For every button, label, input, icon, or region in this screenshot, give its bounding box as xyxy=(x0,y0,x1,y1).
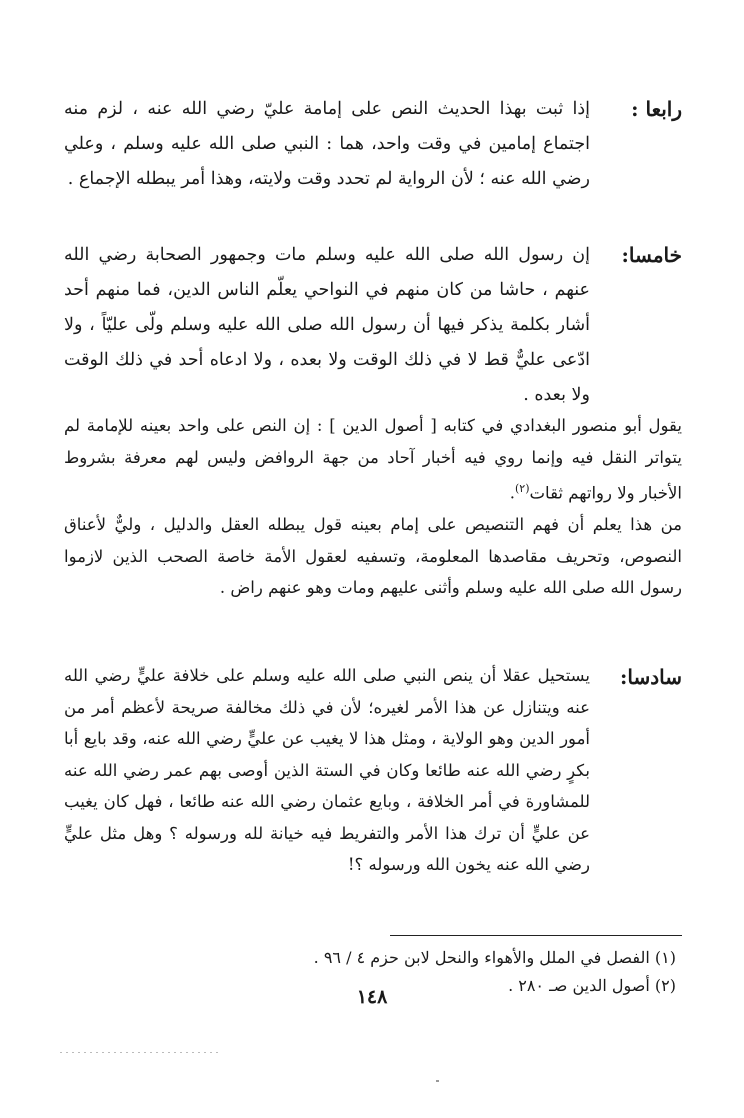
section-fifth xyxy=(64,238,682,413)
section-fourth xyxy=(64,92,682,197)
footnote-1: (١) الفصل في الملل والأهواء والنحل لابن حزم ٤ / ٩٦ . xyxy=(313,948,676,967)
scan-artifact-line xyxy=(60,1052,220,1053)
quote-conclusion: من هذا يعلم أن فهم التنصيص على إمام بعينه قول يبطله العقل والدليل ، وليٌّ لأعناق النصوص، وتحريف مقاصدها المعلومة، وتسفيه لعقول الأمة خاصة الصحب الذين لازموا رسول الله صلى الله عليه وسلم وأثنى عليهم ومات وهو عنهم راض . xyxy=(64,515,682,597)
quote-end: . xyxy=(509,483,515,503)
section-label: خامسا: xyxy=(621,243,682,267)
section-text: يستحيل عقلا أن ينص النبي صلى الله عليه وسلم على خلافة عليٍّ رضي الله عنه ويتنازل عن هذا الأمر لغيره؛ لأن في ذلك مخالفة صريحة لأعظم أمر من أمور الدين وهو الولاية ، ومثل هذا لا يغيب عن عليٍّ رضي الله عنه، وقد بايع أبا بكرٍ رضي الله عنه طائعا وكان في الستة الذين أوصى بهم عمر رضي الله عنه للمشاورة في أمر الخلافة ، وبايع عثمان رضي الله عنه طائعا ، فهل كان يغيب عن عليٍّ أن ترك هذا الأمر والتفريط فيه خيانة لله ورسوله ؟ وهل مثل عليٍّ رضي الله عنه يخون الله ورسوله ؟! xyxy=(64,666,590,874)
quote-intro: يقول أبو منصور البغدادي في كتابه [ أصول الدين ] : إن النص على واحد بعينه للإمامة لم يتواتر النقل فيه وإنما روي فيه أخبار آحاد من جهة الروافض وليس لهم معرفة بشروط الأخبار ولا رواتهم ثقات xyxy=(64,416,682,503)
section-text: إن رسول الله صلى الله عليه وسلم مات وجمهور الصحابة رضي الله عنهم ، حاشا من كان منهم في النواحي يعلّم الناس الدين، فما منهم أحد أشار بكلمة يذكر فيها أن رسول الله صلى الله عليه وسلم ولّى عليّاً ، ولا ادّعى عليٌّ قط لا في ذلك الوقت ولا بعده ، ولا ادعاه أحد في ذلك الوقت ولا بعده . xyxy=(64,245,590,405)
footnote-divider xyxy=(390,935,682,936)
section-sixth xyxy=(64,660,682,881)
section-label: سادسا: xyxy=(620,665,682,689)
page-number: ١٤٨ xyxy=(356,986,388,1008)
scan-artifact-dot xyxy=(436,1080,439,1082)
section-label: رابعا : xyxy=(631,97,682,121)
section-text: إذا ثبت بهذا الحديث النص على إمامة عليّ رضي الله عنه ، لزم منه اجتماع إمامين في وقت واحد، هما : النبي صلى الله عليه وسلم ، وعلي رضي الله عنه ؛ لأن الرواية لم تحدد وقت ولايته، وهذا أمر يبطله الإجماع . xyxy=(64,99,590,189)
footnote-2: (٢) أصول الدين صـ ٢٨٠ . xyxy=(508,976,676,995)
quote-block xyxy=(64,410,682,604)
quote-paragraph xyxy=(64,410,682,509)
footnote-ref: (٢) xyxy=(515,482,530,495)
